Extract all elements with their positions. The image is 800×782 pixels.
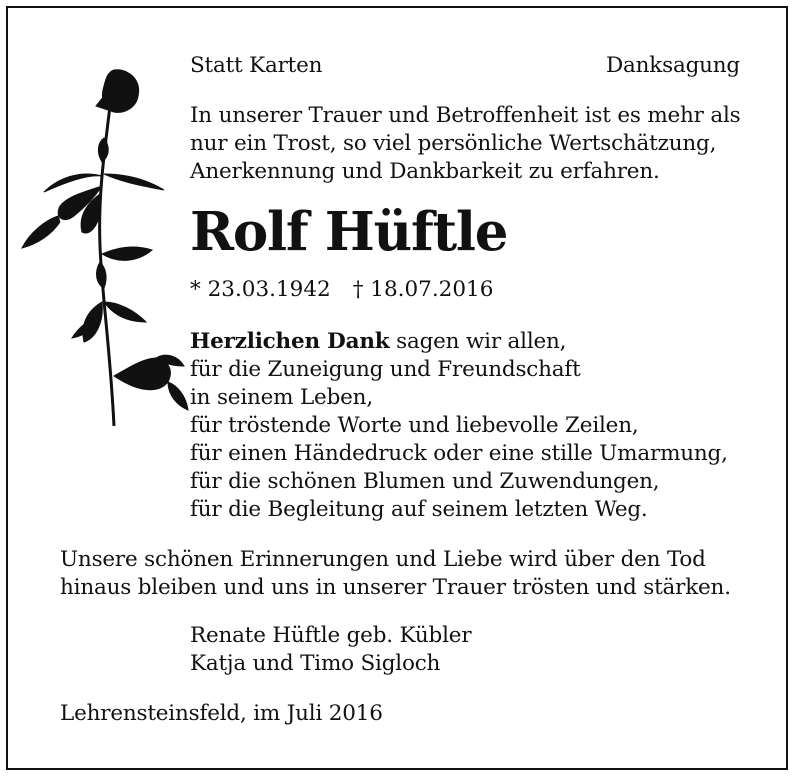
deceased-name: Rolf Hüftle bbox=[190, 201, 508, 263]
thanks-lead bbox=[190, 328, 566, 356]
intro-line: nur ein Trost, so viel persönliche Wertschätzung, bbox=[190, 131, 717, 156]
thanks-lead-rest: sagen wir allen, bbox=[389, 329, 567, 354]
signatory: Renate Hüftle geb. Kübler bbox=[190, 623, 472, 648]
header-statt-karten: Statt Karten bbox=[190, 53, 323, 78]
signatory: Katja und Timo Sigloch bbox=[190, 651, 441, 676]
closing-line: Unsere schönen Erinnerungen und Liebe wird über den Tod bbox=[60, 547, 706, 572]
place-date: Lehrensteinsfeld, im Juli 2016 bbox=[60, 701, 383, 726]
life-dates bbox=[190, 276, 493, 304]
thanks-line: für einen Händedruck oder eine stille Umarmung, bbox=[190, 441, 728, 466]
thanks-lead-bold: Herzlichen Dank bbox=[190, 329, 390, 354]
rose-icon bbox=[18, 66, 198, 436]
thanks-line: für die Zuneigung und Freundschaft bbox=[190, 357, 581, 382]
birth-date: * 23.03.1942 bbox=[190, 277, 331, 302]
header-danksagung: Danksagung bbox=[605, 53, 740, 78]
intro-line: Anerkennung und Dankbarkeit zu erfahren. bbox=[190, 159, 660, 184]
intro-line: In unserer Trauer und Betroffenheit ist es mehr als bbox=[190, 103, 741, 128]
thanks-line: für tröstende Worte und liebevolle Zeilen, bbox=[190, 413, 639, 438]
death-date: † 18.07.2016 bbox=[352, 277, 494, 302]
thanks-line: für die schönen Blumen und Zuwendungen, bbox=[190, 469, 660, 494]
closing-line: hinaus bleiben und uns in unserer Trauer trösten und stärken. bbox=[60, 575, 731, 600]
thanks-line: für die Begleitung auf seinem letzten Weg. bbox=[190, 497, 648, 522]
thanks-line: in seinem Leben, bbox=[190, 385, 373, 410]
